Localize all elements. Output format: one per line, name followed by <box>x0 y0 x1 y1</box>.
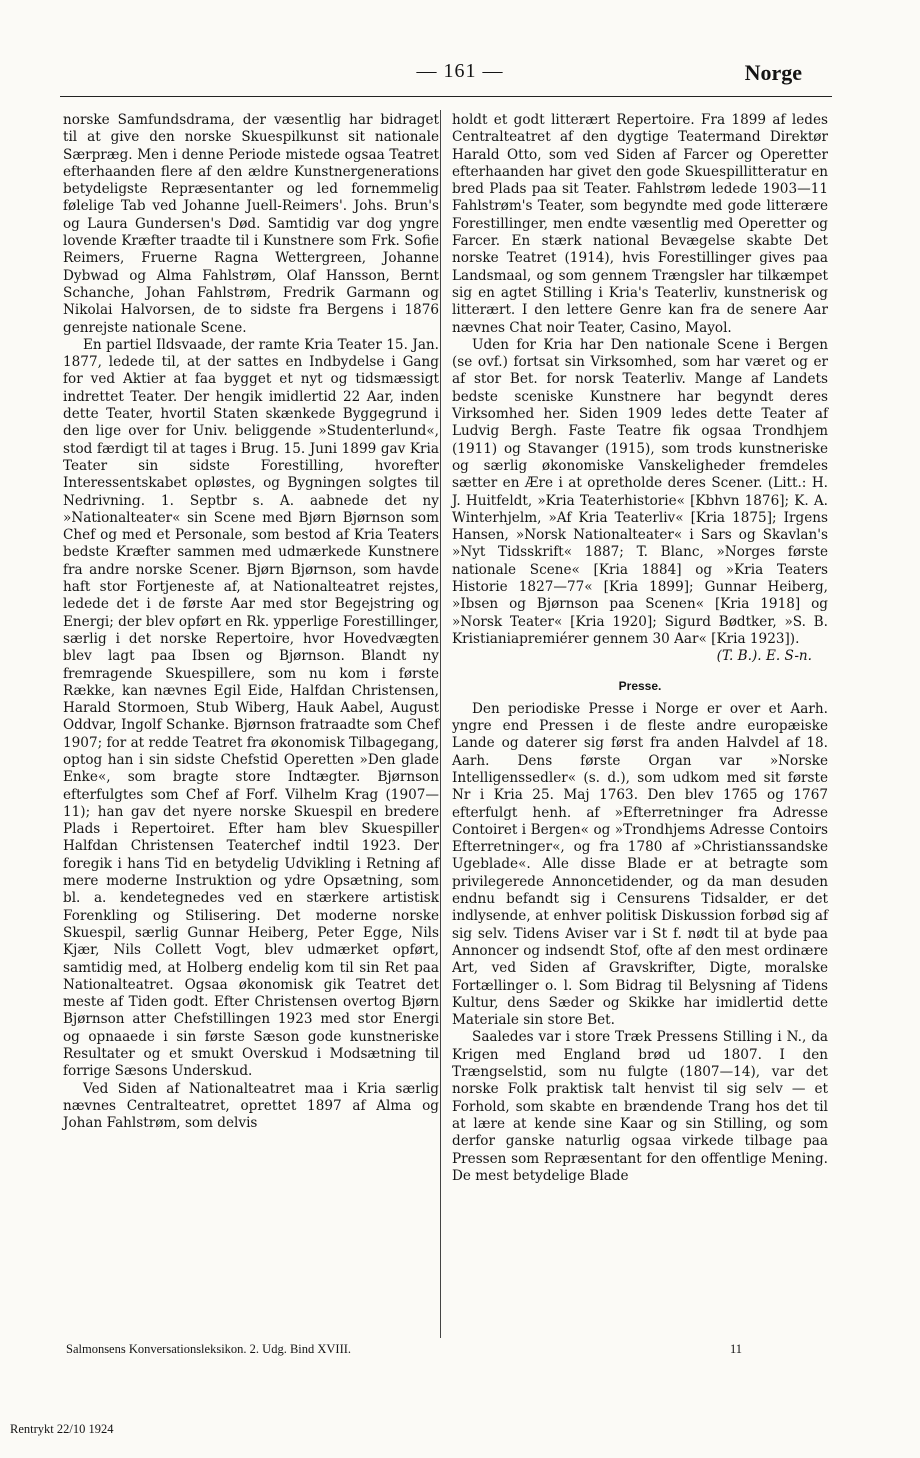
right-paragraph-4: Saaledes var i store Træk Pressens Stilling i N., da Krigen med England brød ud 1807. I den Trængselstid, som nu fulgte (1807—14), var det norske Folk praktisk talt henvist til sig selv — et Forhold, som skabte en brændende Trang hos det til at lære at kende sine Kaar og sin Stilling, og som derfor ganske naturlig ogsaa virkede tilbage paa Pressen som Repræsentant for den offentlige Mening. De mest betydelige Blade <box>452 1029 828 1184</box>
footer-source: Salmonsens Konversationsleksikon. 2. Udg. Bind XVIII. <box>66 1342 352 1356</box>
left-column <box>63 112 439 1133</box>
right-paragraph-3: Den periodiske Presse i Norge er over et Aarh. yngre end Pressen i de fleste andre europæiske Lande og daterer sig først fra anden Halvdel af 18. Aarh. Dens første Organ var »Norske Intelligenssedler« (s. d.), som udkom med sit første Nr i Kria 25. Maj 1763. Den blev 1765 og 1767 efterfulgt henh. af »Efterretninger fra Adresse Contoiret i Bergen« og »Trondhjems Adresse Contoirs Efterretninger«, og fra 1780 af »Christianssandske Ugeblade«. Alle disse Blade er at betragte som privilegerede Annoncetidender, og da man desuden endnu befandt sig i Censurens Tidsalder, er det indlysende, at enhver politisk Diskussion forbød sig af sig selv. Tidens Aviser var i St f. nødt til at byde paa Annoncer og indsendt Stof, ofte af den mest ordinære Art, ved Siden af Gravskrifter, Digte, moralske Fortællinger o. l. Som Bidrag til Belysning af Tidens Kultur, dens Sæder og Skikke har imidlertid dette Materiale sin store Bet. <box>452 700 828 1029</box>
left-paragraph-2: En partiel Ildsvaade, der ramte Kria Teater 15. Jan. 1877, ledede til, at der sattes en Indbydelse i Gang for ved Aktier at faa bygget et nyt og tidsmæssigt indrettet Teater. Der hengik imidlertid 22 Aar, inden dette Teater, hvortil Staten skænkede Byggegrund i den lige over for Univ. beliggende »Studenterlund«, stod færdigt til at tages i Brug. 15. Juni 1899 gav Kria Teater sin sidste Forestilling, hvorefter Interessentskabet opløstes, og Bygningen solgtes til Nedrivning. 1. Septbr s. A. aabnede det ny »Nationalteater« sin Scene med Bjørn Bjørnson som Chef og med et Personale, som bestod af Kria Teaters bedste Kræfter sammen med udmærkede Kunstnere fra andre norske Scener. Bjørn Bjørnson, som havde haft stor Fortjeneste af, at Nationalteatret rejstes, ledede det i de første Aar med stor Begejstring og Energi; der blev opført en Rk. ypperlige Forestillinger, særlig i det norske Repertoire, hvor Hovedvægten blev lagt paa Ibsen og Bjørnson. Blandt ny fremragende Skuespillere, som nu kom i første Række, kan nævnes Egil Eide, Halfdan Christensen, Harald Stormoen, Stub Wiberg, Hauk Aabel, August Oddvar, Ingolf Schanke. Bjørnson fratraadte som Chef 1907; for at redde Teatret fra økonomisk Tilbagegang, optog han i sin sidste Chefstid Operetten »Den glade Enke«, som bragte store Indtægter. Bjørnson efterfulgtes som Chef af Forf. Vilhelm Krag (1907—11); han gav det nyere norske Skuespil en bredere Plads i Repertoiret. Efter ham blev Skuespiller Halfdan Christensen Teaterchef indtil 1923. Der foregik i hans Tid en betydelig Udvikling i Retning af mere moderne Instruktion og ydre Opsætning, som bl. a. kendetegnedes ved en stærkere artistisk Forenkling og Stilisering. Det moderne norske Skuespil, særlig Gunnar Heiberg, Peter Egge, Nils Kjær, Nils Collett Vogt, blev udmærket opført, samtidig med, at Holberg endelig kom til sin Ret paa Nationalteatret. Ogsaa økonomisk gik Teatret det meste af Tiden godt. Efter Christensen overtog Bjørn Bjørnson atter Chefstillingen 1923 med stor Energi og opnaaede i sin første Sæson gode kunstneriske Resultater og et smukt Overskud i Modsætning til forrige Sæsons Underskud. <box>63 336 439 1080</box>
left-paragraph-3: Ved Siden af Nationalteatret maa i Kria særlig nævnes Centralteatret, oprettet 1897 af Alma og Johan Fahlstrøm, som delvis <box>63 1080 439 1132</box>
running-head-title: Norge <box>744 60 802 85</box>
column-divider <box>440 110 441 1338</box>
footer-sheet-number: 11 <box>730 1342 743 1356</box>
left-paragraph-1: norske Samfundsdrama, der væsentlig har bidraget til at give den norske Skuespilkunst sit nationale Særpræg. Men i denne Periode mistede ogsaa Teatret efterhaanden flere af den ældre Kunstnergenerations betydeligste Repræsentanter og led fornemmelig følelige Tab ved Johanne Juell-Reimers'. Johs. Brun's og Laura Gundersen's Død. Samtidig var dog yngre lovende Kræfter traadte til i Kunstnere som Frk. Sofie Reimers, Fruerne Ragna Wettergreen, Johanne Dybwad og Alma Fahlstrøm, Olaf Hansson, Bernt Schanche, Johan Fahlstrøm, Fredrik Garmann og Nikolai Halvorsen, de to sidste fra Bergens i 1876 genrejste nationale Scene. <box>63 112 439 336</box>
page-number: — 161 — <box>416 60 504 82</box>
right-column <box>452 112 828 1185</box>
header-rule <box>60 96 832 97</box>
author-signature: (T. B.). E. S-n. <box>716 648 812 665</box>
print-mark: Rentrykt 22/10 1924 <box>10 1422 114 1436</box>
section-heading-presse: Presse. <box>618 678 662 693</box>
right-paragraph-2: Uden for Kria har Den nationale Scene i Bergen (se ovf.) fortsat sin Virksomhed, som har været og er af stor Bet. for norsk Teaterliv. Mange af Landets bedste sceniske Kunstnere har begyndt deres Virksomhed her. Siden 1909 ledes dette Teater af Ludvig Bergh. Faste Teatre fik ogsaa Trondhjem (1911) og Stavanger (1915), som trods kunstneriske og særlig økonomiske Vanskeligheder fremdeles sætter en Ære i at opretholde deres Scener. (Litt.: H. J. Huitfeldt, »Kria Teaterhistorie« [Kbhvn 1876]; K. A. Winterhjelm, »Af Kria Teaterliv« [Kria 1875]; Irgens Hansen, »Norsk Nationalteater« i Sars og Skavlan's »Nyt Tidsskrift« 1887; T. Blanc, »Norges første nationale Scene« [Kria 1884] og »Kria Teaters Historie 1827—77« [Kria 1899]; Gunnar Heiberg, »Ibsen og Bjørnson paa Scenen« [Kria 1918] og »Norsk Teater« [Kria 1920]; Sigurd Bødtker, »S. B. Kristianiapremiérer gennem 30 Aar« [Kria 1923]). <box>452 336 828 647</box>
right-paragraph-1: holdt et godt litterært Repertoire. Fra 1899 af ledes Centralteatret af den dygtige Teatermand Direktør Harald Otto, som ved Siden af Farcer og Operetter efterhaanden har givet den gode Skuespillitteratur en bred Plads paa sit Teater. Fahlstrøm ledede 1903—11 Fahlstrøm's Teater, som begyndte med gode litterære Forestillinger, men endte væsentlig med Operetter og Farcer. En stærk national Bevægelse skabte Det norske Teatret (1914), hvis Forestillinger gives paa Landsmaal, og som gennem Trængsler har tilkæmpet sig en agtet Stilling i Kria's Teaterliv, kunstnerisk og litterært. I den lettere Genre kan fra de senere Aar nævnes Chat noir Teater, Casino, Mayol. <box>452 112 828 336</box>
